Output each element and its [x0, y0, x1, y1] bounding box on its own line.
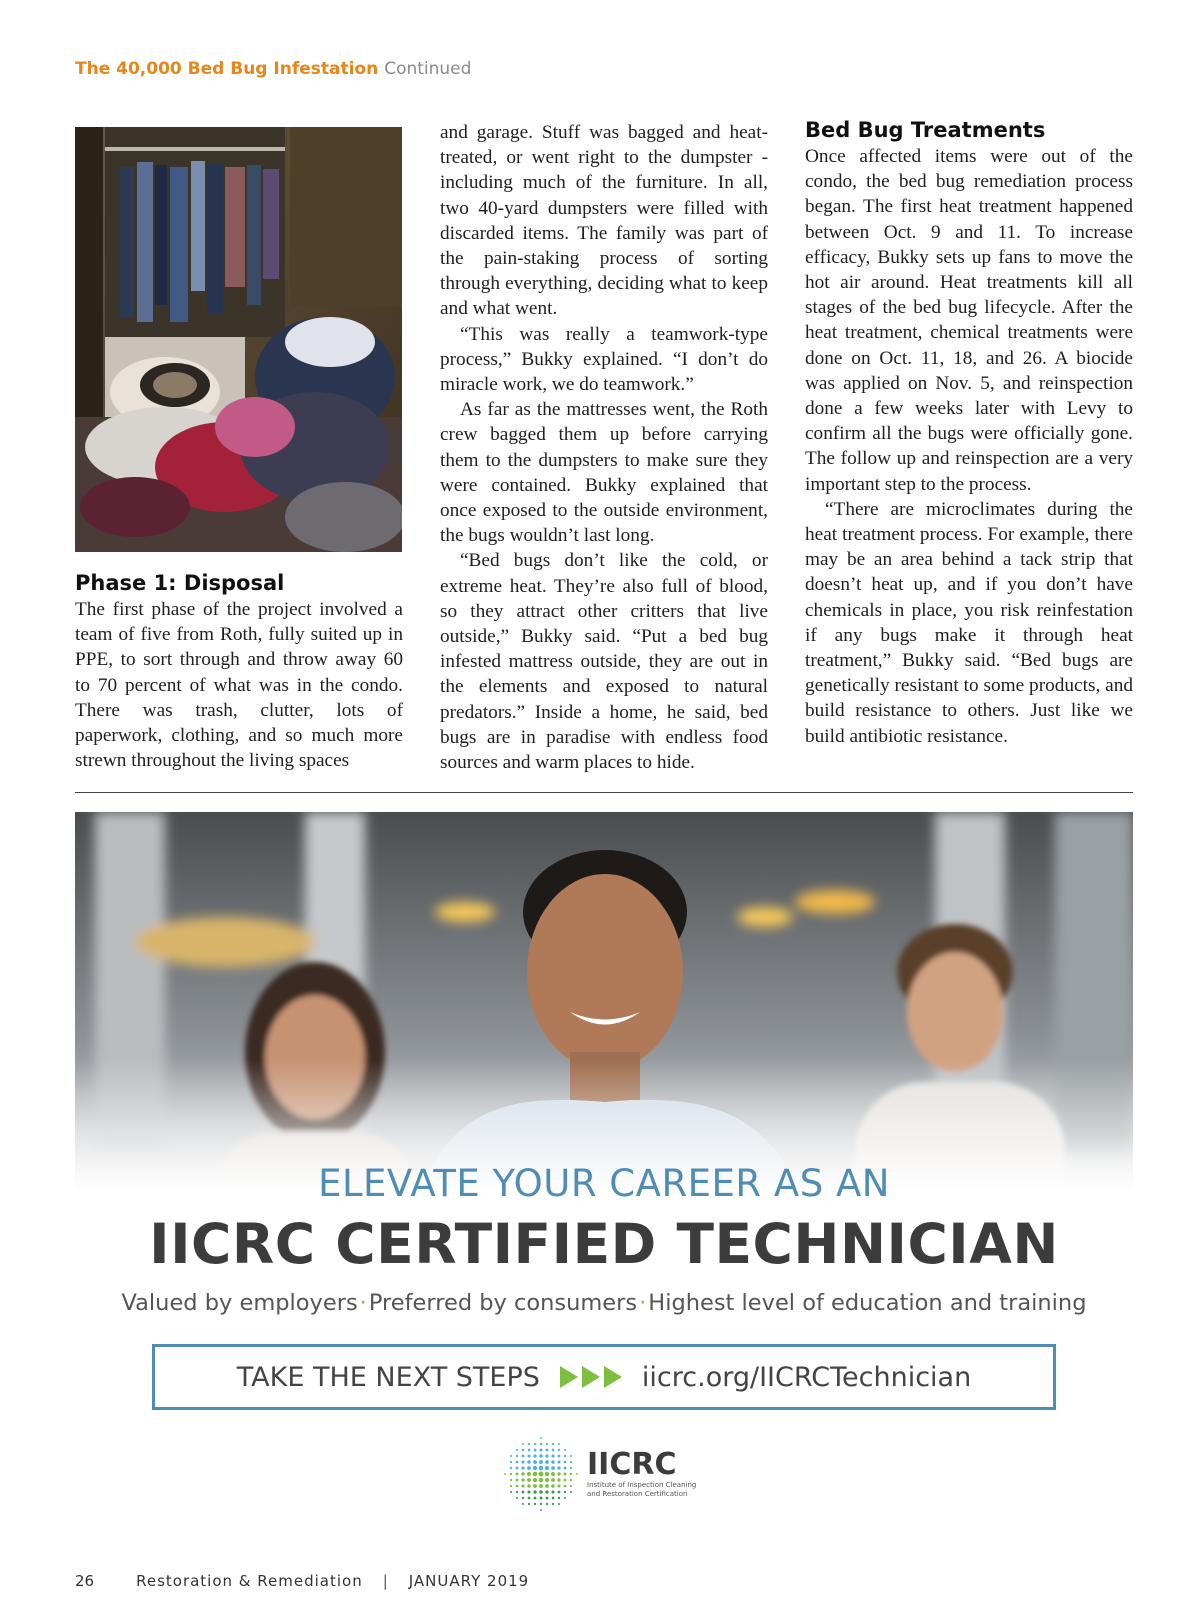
iicrc-advertisement [75, 812, 1133, 1520]
section-heading-treatments: Bed Bug Treatments [805, 118, 1046, 142]
publication-name: Restoration & Remediation [136, 1572, 363, 1590]
iicrc-logo [503, 1434, 696, 1514]
section-heading-disposal: Phase 1: Disposal [75, 571, 285, 595]
closet-photo [75, 127, 402, 552]
running-head-subtitle: Continued [384, 59, 472, 79]
tagline-item: Highest level of education and training [648, 1290, 1087, 1316]
running-head-title: The 40,000 Bed Bug Infestation [75, 59, 379, 79]
logo-wordmark: IICRC [587, 1447, 677, 1482]
tagline-item: Preferred by consumers [368, 1290, 638, 1316]
section-divider [75, 792, 1133, 793]
article-column-3 [805, 117, 1133, 749]
page-number: 26 [75, 1572, 95, 1590]
paragraph: and garage. Stuff was bagged and heat-treated, or went right to the dumpster - including much of the furniture. In all, two 40-yard dumpsters were filled with discarded items. The family was part of the pain-staking process of sorting through everything, deciding what to keep and what went. [440, 122, 768, 320]
paragraph: “There are microclimates during the heat treatment process. For example, there may be an area behind a tack strip that doesn’t heat up, and if you don’t have chemicals in place, you risk reinfestation if any bugs make it through heat treatment,” Bukky said. “Bed bugs are genetically resistant to some products, and build resistance to others. Just like we build antibiotic resistance. [805, 498, 1133, 747]
ad-tagline [75, 1290, 1133, 1316]
paragraph: “This was really a teamwork-type process,” Bukky explained. “I don’t do miracle work, we do teamwork.” [440, 323, 768, 396]
paragraph: “Bed bugs don’t like the cold, or extreme heat. They’re also full of blood, so they attract other critters that live outside,” Bukky said. “Put a bed bug infested mattress outside, they are out in the elements and exposed to natural predators.” Inside a home, he said, bed bugs are in paradise with endless food sources and warm places to hide. [440, 550, 768, 774]
logo-subtitle-line1: Institute of Inspection Cleaning [587, 1481, 697, 1489]
logo-subtitle-line2: and Restoration Certification [587, 1490, 688, 1498]
running-head [75, 58, 471, 80]
triple-arrow-icon [560, 1366, 622, 1388]
cta-label: TAKE THE NEXT STEPS [236, 1361, 540, 1393]
ad-headline-line2: IICRC CERTIFIED TECHNICIAN [149, 1212, 1059, 1276]
bullet-dot-icon: · [359, 1290, 367, 1316]
article-column-1 [75, 570, 403, 773]
paragraph: As far as the mattresses went, the Roth crew bagged them up before carrying them to the dumpsters to make sure they were contained. Bukky explained that once exposed to the outside environment, the bugs wouldn’t last long. [440, 399, 768, 547]
footer-separator: | [382, 1572, 389, 1590]
page-footer [75, 1572, 529, 1590]
cta-url-link[interactable]: iicrc.org/IICRCTechnician [641, 1361, 972, 1393]
ad-headline-line1: ELEVATE YOUR CAREER AS AN [318, 1162, 890, 1205]
tagline-item: Valued by employers [121, 1290, 358, 1316]
paragraph: The first phase of the project involved a team of five from Roth, fully suited up in PPE, to sort through and throw away 60 to 70 percent of what was in the condo. There was trash, clutter, lots of paperwork, clothing, and so much more strewn throughout the living spaces [75, 599, 403, 772]
article-column-2 [440, 120, 768, 775]
cta-box[interactable] [152, 1344, 1056, 1410]
globe-logo-icon [503, 1436, 579, 1512]
bullet-dot-icon: · [639, 1290, 647, 1316]
paragraph: Once affected items were out of the condo, the bed bug remediation process began. The first heat treatment happened between Oct. 9 and 11. To increase efficacy, Bukky sets up fans to move the hot air around. Heat treatments kill all stages of the bed bug lifecycle. After the heat treatment, chemical treatments were done on Oct. 11, 18, and 26. A biocide was applied on Nov. 5, and reinspection done a few weeks later with Levy to confirm all the bugs were officially gone. The follow up and reinspection are a very important step to the process. [805, 146, 1133, 495]
issue-date: JANUARY 2019 [408, 1572, 530, 1590]
